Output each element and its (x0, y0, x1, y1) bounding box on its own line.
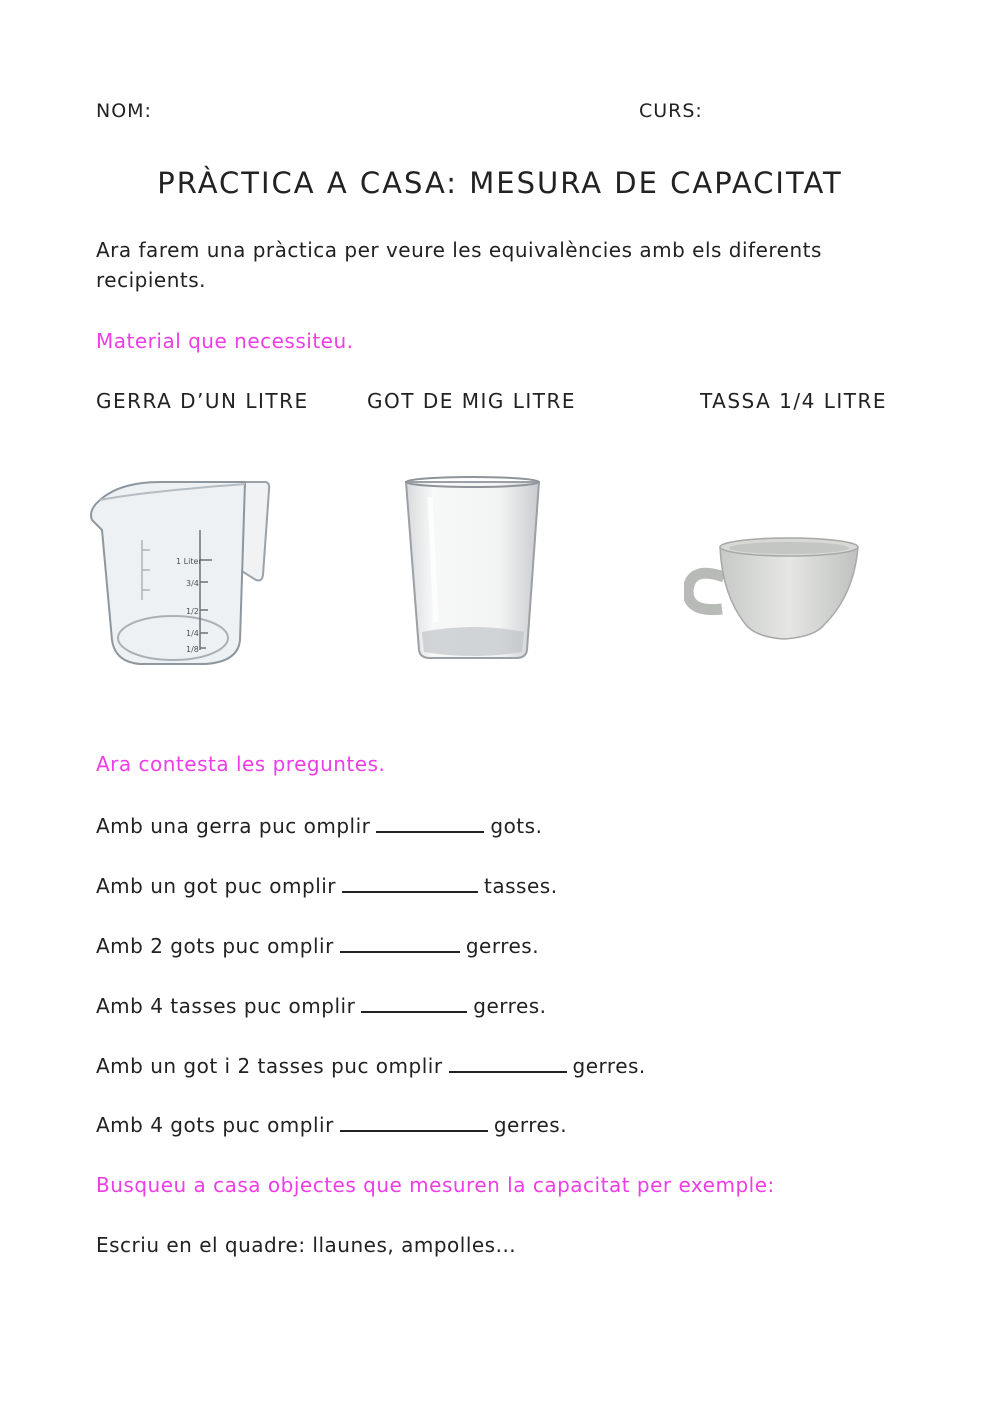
questions-heading: Ara contesta les preguntes. (96, 752, 386, 776)
jug-mark-1-8: 1/8 (186, 645, 199, 654)
answer-blank-4[interactable] (361, 993, 467, 1013)
answer-blank-3[interactable] (340, 933, 460, 953)
search-heading: Busqueu a casa objectes que mesuren la capacitat per exemple: (96, 1173, 775, 1197)
jug-mark-1-4: 1/4 (186, 629, 199, 638)
drinking-glass-image (400, 472, 545, 662)
question-3 (96, 933, 539, 958)
name-label: NOM: (96, 100, 152, 122)
question-6-text: Amb 4 gots puc omplir (96, 1113, 334, 1137)
intro-line-2: recipients. (96, 268, 206, 292)
jug-mark-1-2: 1/2 (186, 607, 199, 616)
question-2-text: Amb un got puc omplir (96, 874, 337, 898)
instruction-text: Escriu en el quadre: llaunes, ampolles... (96, 1233, 517, 1257)
item-label-jug: GERRA D’UN LITRE (96, 389, 309, 413)
answer-blank-1[interactable] (376, 813, 484, 833)
question-1-unit: gots. (490, 814, 543, 838)
question-5 (96, 1053, 646, 1078)
question-4-text: Amb 4 tasses puc omplir (96, 994, 356, 1018)
question-3-text: Amb 2 gots puc omplir (96, 934, 334, 958)
question-6 (96, 1112, 567, 1137)
item-label-glass: GOT DE MIG LITRE (367, 389, 577, 413)
course-label: CURS: (639, 100, 703, 122)
measuring-jug-image (80, 470, 280, 670)
question-2-unit: tasses. (484, 874, 558, 898)
question-1-text: Amb una gerra puc omplir (96, 814, 371, 838)
question-4 (96, 993, 547, 1018)
question-3-unit: gerres. (465, 934, 540, 958)
question-1 (96, 813, 542, 838)
answer-blank-2[interactable] (342, 873, 478, 893)
question-6-unit: gerres. (493, 1113, 568, 1137)
answer-blank-6[interactable] (340, 1112, 488, 1132)
item-label-cup: TASSA 1/4 LITRE (700, 389, 887, 413)
question-4-unit: gerres. (473, 994, 547, 1018)
page-title: PRÀCTICA A CASA: MESURA DE CAPACITAT (157, 166, 843, 200)
intro-line-1: Ara farem una pràctica per veure les equivalències amb els diferents (96, 238, 822, 262)
jug-mark-1l: 1 Liter (176, 557, 202, 566)
cup-image (684, 535, 864, 645)
question-5-text: Amb un got i 2 tasses puc omplir (96, 1054, 443, 1078)
jug-mark-3-4: 3/4 (186, 579, 199, 588)
material-heading: Material que necessiteu. (96, 329, 354, 353)
question-2 (96, 873, 558, 898)
answer-blank-5[interactable] (449, 1053, 567, 1073)
question-5-unit: gerres. (572, 1054, 646, 1078)
